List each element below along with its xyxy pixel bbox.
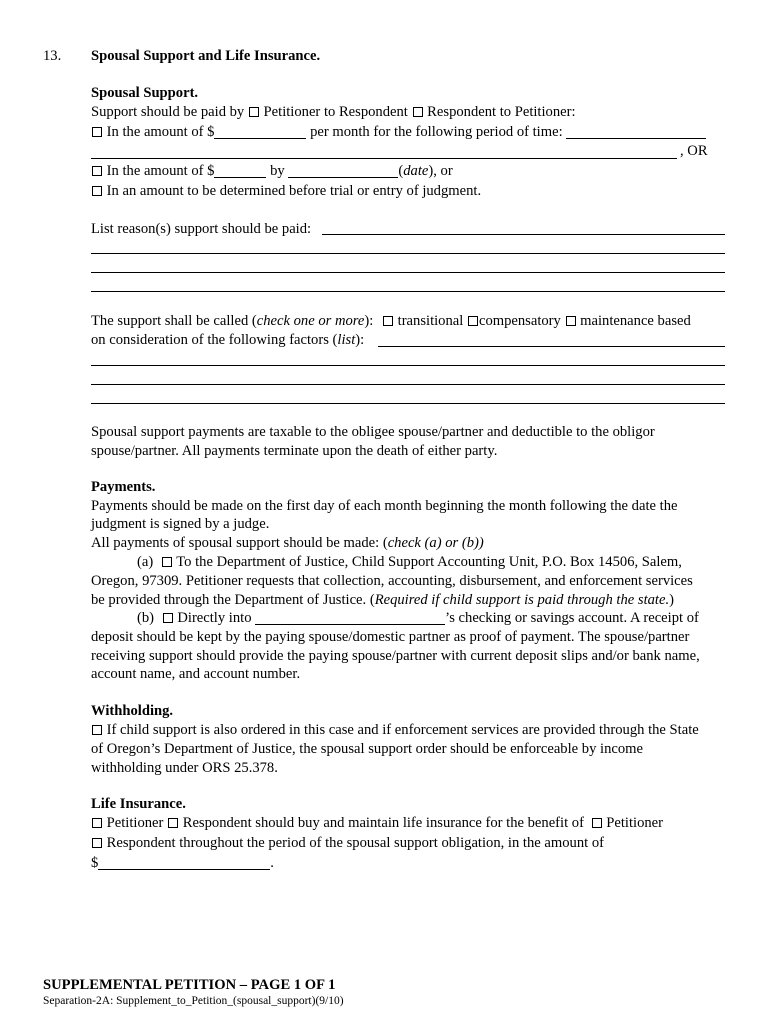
factors-line — [91, 331, 364, 350]
called-prefix: The support shall be called ( — [91, 313, 257, 329]
option-b-text-4: account name, and account number. — [91, 666, 301, 682]
option-b-label: (b) — [137, 610, 155, 626]
spousal-support-heading: Spousal Support. — [91, 85, 199, 101]
li-period: . — [270, 855, 274, 871]
payments-text-3 — [91, 534, 484, 553]
determined-label: In an amount to be determined before trial or entry of judgment. — [106, 183, 482, 199]
date-field[interactable] — [288, 163, 398, 178]
li-respondent-checkbox[interactable] — [168, 818, 178, 828]
withholding-text-3: withholding under ORS 25.378. — [91, 760, 278, 776]
period-field[interactable] — [566, 124, 706, 139]
called-after: ): — [364, 313, 374, 329]
footer-subtitle: Separation-2A: Supplement_to_Petition_(spousal_support)(9/10) — [43, 995, 344, 1007]
option-b-text: Directly into — [177, 610, 252, 626]
li-petitioner-checkbox[interactable] — [92, 818, 102, 828]
payments-text-3-prefix: All payments of spousal support should be made: ( — [91, 535, 388, 551]
option-a-text: To the Department of Justice, Child Support Accounting Unit, P.O. Box 14506, Salem, — [176, 554, 682, 570]
reasons-field-2[interactable] — [91, 253, 725, 254]
resp-to-pet-label: Respondent to Petitioner: — [427, 104, 576, 120]
option-b-line — [137, 609, 699, 628]
taxable-text-2: spouse/partner. All payments terminate upon the death of either party. — [91, 443, 498, 459]
reasons-field-4[interactable] — [91, 291, 725, 292]
withholding-heading: Withholding. — [91, 703, 174, 719]
option-b-text-2: deposit should be kept by the paying spouse/domestic partner as proof of payment. The spouse/partner — [91, 629, 690, 645]
li-respondent-label: Respondent should buy and maintain life insurance for the benefit of — [182, 815, 584, 831]
option-a-text-2: Oregon, 97309. Petitioner requests that collection, accounting, disbursement, and enforcement services — [91, 573, 693, 589]
amount-monthly-line — [91, 123, 706, 142]
section-number: 13. — [43, 48, 62, 64]
life-insurance-amount-line — [91, 854, 274, 873]
option-a-checkbox[interactable] — [162, 557, 172, 567]
called-italic: check one or more — [256, 313, 365, 329]
factors-field-3[interactable] — [91, 384, 725, 385]
option-a-label: (a) — [137, 554, 154, 570]
factors-field-2[interactable] — [91, 365, 725, 366]
determined-checkbox[interactable] — [92, 186, 102, 196]
date-label: date — [403, 163, 429, 179]
option-b-text-3: receiving support should provide the paying spouse/partner with current deposit slips and/or bank name, — [91, 648, 700, 664]
amount-by-date-line — [91, 162, 453, 181]
li-beneficiary-petitioner-label: Petitioner — [606, 815, 664, 831]
withholding-checkbox[interactable] — [92, 725, 102, 735]
option-b-checkbox[interactable] — [163, 613, 173, 623]
amount-by-date-field[interactable] — [214, 163, 266, 178]
paid-by-label: Support should be paid by — [91, 104, 245, 120]
option-a-text-3-suffix: ) — [669, 592, 674, 608]
withholding-line-1 — [91, 721, 699, 740]
amount-by-date-by: by — [270, 163, 285, 179]
factors-italic: list — [337, 332, 356, 348]
payments-text-2: judgment is signed by a judge. — [91, 516, 270, 532]
transitional-label: transitional — [397, 313, 464, 329]
date-or: ), or — [428, 163, 453, 179]
reasons-field-1[interactable] — [322, 234, 725, 235]
li-beneficiary-respondent-checkbox[interactable] — [92, 838, 102, 848]
li-dollar-sign: $ — [91, 855, 99, 871]
reasons-field-3[interactable] — [91, 272, 725, 273]
reasons-label: List reason(s) support should be paid: — [91, 221, 312, 237]
factors-field-4[interactable] — [91, 403, 725, 404]
life-insurance-line-2 — [91, 834, 604, 853]
life-insurance-line-1 — [91, 814, 663, 833]
period-continuation-field[interactable] — [91, 158, 677, 159]
withholding-text-2: of Oregon’s Department of Justice, the spousal support order should be enforceable by income — [91, 741, 643, 757]
li-beneficiary-petitioner-checkbox[interactable] — [592, 818, 602, 828]
amount-monthly-prefix: In the amount of $ — [106, 124, 215, 140]
amount-monthly-middle: per month for the following period of time: — [310, 124, 563, 140]
determined-line — [91, 182, 481, 201]
resp-to-pet-checkbox[interactable] — [413, 107, 423, 117]
footer-title: SUPPLEMENTAL PETITION – PAGE 1 OF 1 — [43, 977, 336, 993]
life-insurance-heading: Life Insurance. — [91, 796, 186, 812]
date-paren-open: ( — [398, 163, 404, 179]
maintenance-label: maintenance based — [580, 313, 691, 329]
or-label: , OR — [680, 143, 708, 159]
option-a-text-3-italic: Required if child support is paid through the state. — [374, 592, 670, 608]
payments-heading: Payments. — [91, 479, 156, 495]
li-beneficiary-respondent-text: Respondent throughout the period of the spousal support obligation, in the amount of — [106, 835, 604, 851]
taxable-text-1: Spousal support payments are taxable to the obligee spouse/partner and deductible to the obligor — [91, 424, 655, 440]
li-amount-field[interactable] — [98, 855, 270, 870]
amount-by-date-prefix: In the amount of $ — [106, 163, 215, 179]
option-a-text-3-prefix: be provided through the Department of Justice. ( — [91, 592, 375, 608]
factors-field-1[interactable] — [378, 346, 725, 347]
account-holder-field[interactable] — [255, 610, 445, 625]
compensatory-label: compensatory — [478, 313, 561, 329]
compensatory-checkbox[interactable] — [468, 316, 478, 326]
option-a-line — [137, 553, 682, 572]
withholding-text-1: If child support is also ordered in this case and if enforcement services are provided through the State — [106, 722, 699, 738]
pet-to-resp-checkbox[interactable] — [249, 107, 259, 117]
payments-text-3-italic: check (a) or (b)) — [387, 535, 484, 551]
option-b-after: ’s checking or savings account. A receipt of — [445, 610, 699, 626]
called-line — [91, 312, 691, 331]
payments-text-1: Payments should be made on the first day of each month beginning the month following the date the — [91, 498, 678, 514]
option-a-text-3 — [91, 591, 674, 610]
amount-by-date-checkbox[interactable] — [92, 166, 102, 176]
pet-to-resp-label: Petitioner to Respondent — [263, 104, 408, 120]
factors-after: ): — [355, 332, 365, 348]
li-petitioner-label: Petitioner — [106, 815, 164, 831]
factors-prefix: on consideration of the following factors ( — [91, 332, 338, 348]
maintenance-checkbox[interactable] — [566, 316, 576, 326]
section-title: Spousal Support and Life Insurance. — [91, 48, 321, 64]
transitional-checkbox[interactable] — [383, 316, 393, 326]
amount-monthly-checkbox[interactable] — [92, 127, 102, 137]
amount-monthly-field[interactable] — [214, 124, 306, 139]
paid-by-line — [91, 103, 576, 122]
